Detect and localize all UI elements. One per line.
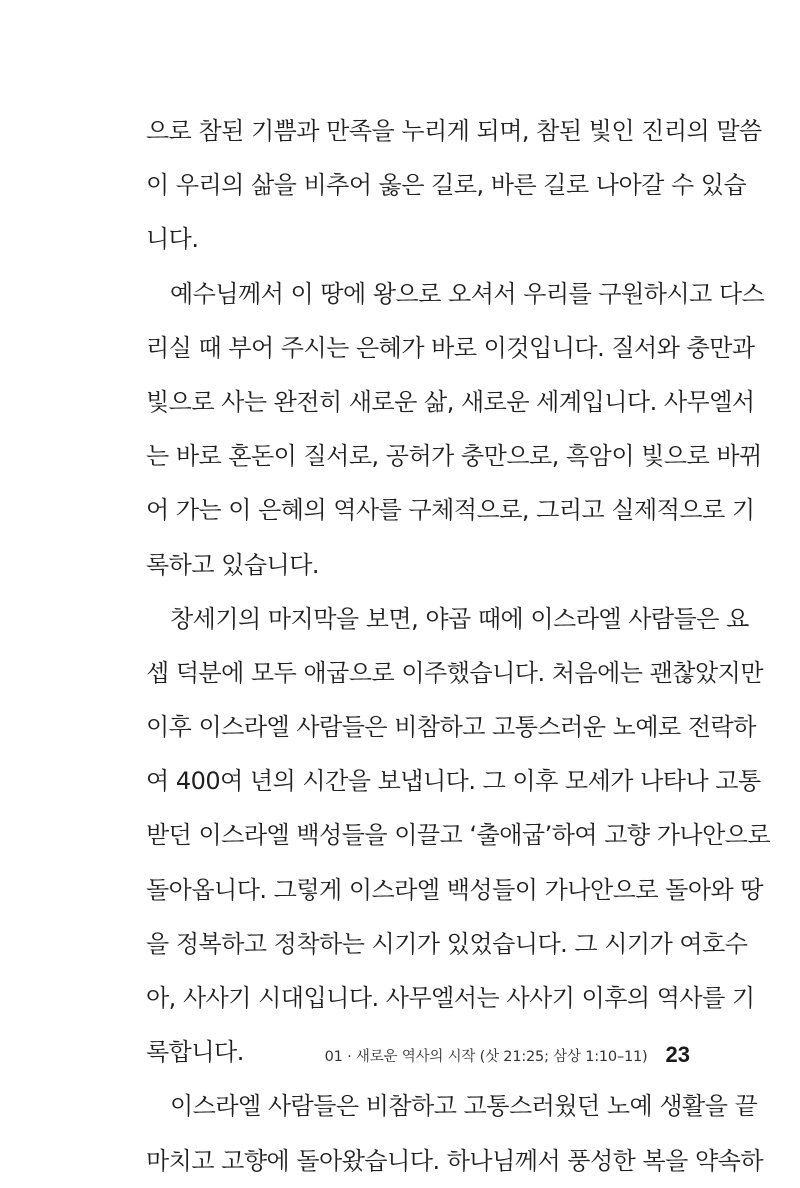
text-line: 으로 참된 기쁨과 만족을 누리게 되며, 참된 빛인 진리의 말씀 [146,117,762,145]
text-line: 돌아옵니다. 그렇게 이스라엘 백성들이 가나안으로 돌아와 땅 [146,875,764,904]
body-text [146,104,771,1188]
page-footer [324,1040,690,1070]
text-line: 록하고 있습니다. [146,550,320,579]
text-line: 니다. [146,225,199,254]
text-line: 록합니다. [146,1038,244,1067]
text-line: 창세기의 마지막을 보면, 야곱 때에 이스라엘 사람들은 요 [170,604,749,633]
text-line: 이 우리의 삶을 비추어 옳은 길로, 바른 길로 나아갈 수 있습 [146,171,747,200]
paragraph-3 [146,592,771,1080]
text-line: 리실 때 부어 주시는 은혜가 바로 이것입니다. 질서와 충만과 [146,333,755,362]
text-line: 어 가는 이 은혜의 역사를 구체적으로, 그리고 실제적으로 기 [146,496,755,525]
text-line: 을 정복하고 정착하는 시기가 있었습니다. 그 시기가 여호수 [146,929,748,958]
paragraph-2 [146,267,765,592]
page-number: 23 [665,1042,690,1067]
text-line: 빛으로 사는 완전히 새로운 삶, 새로운 세계입니다. 사무엘서 [146,387,755,416]
text-line: 아, 사사기 시대입니다. 사무엘서는 사사기 이후의 역사를 기 [146,984,755,1012]
text-line: 받던 이스라엘 백성들을 이끌고 ‘출애굽’하여 고향 가나안으로 [146,821,771,850]
text-line: 이후 이스라엘 사람들은 비참하고 고통스러운 노예로 전락하 [146,713,756,742]
paragraph-4 [146,1079,764,1187]
paragraph-1 [146,104,762,267]
text-line: 는 바로 혼돈이 질서로, 공허가 충만으로, 흑암이 빛으로 바뀌 [146,442,762,471]
running-head: 01 · 새로운 역사의 시작 (삿 21:25; 삼상 1:10–11) [324,1048,648,1065]
text-line: 여 400여 년의 시간을 보냅니다. 그 이후 모세가 나타나 고통 [146,767,761,796]
text-line: 이스라엘 사람들은 비참하고 고통스러웠던 노예 생활을 끝 [170,1092,758,1121]
text-line: 마치고 고향에 돌아왔습니다. 하나님께서 풍성한 복을 약속하 [146,1146,764,1175]
text-line: 셉 덕분에 모두 애굽으로 이주했습니다. 처음에는 괜찮았지만 [146,658,764,687]
text-line: 예수님께서 이 땅에 왕으로 오셔서 우리를 구원하시고 다스 [170,279,765,308]
